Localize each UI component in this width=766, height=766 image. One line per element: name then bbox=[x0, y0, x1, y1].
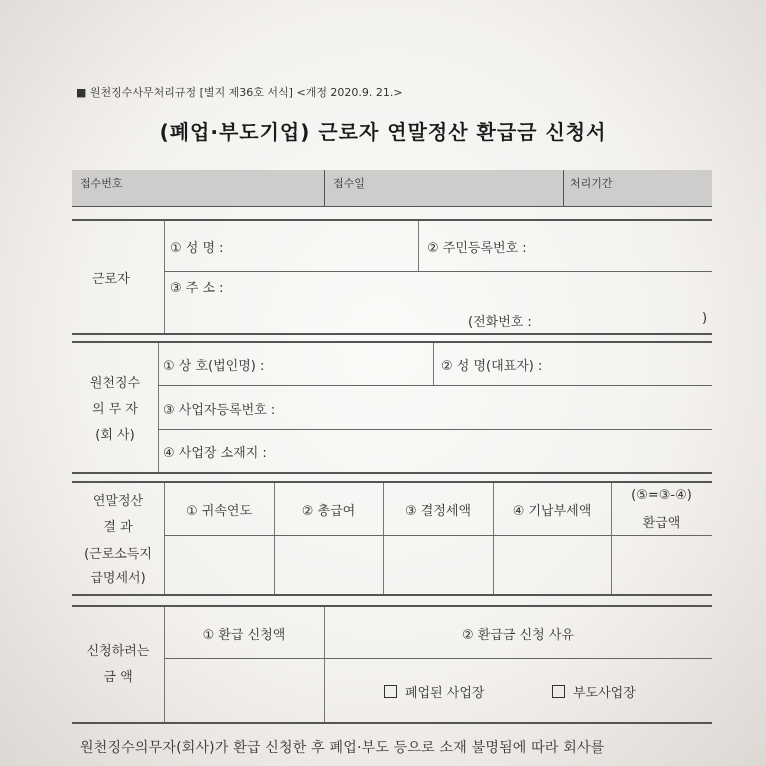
section-border bbox=[72, 341, 712, 343]
divider bbox=[158, 343, 159, 473]
divider bbox=[164, 535, 712, 536]
settlement-label-line3: (근로소득지 bbox=[84, 547, 152, 562]
section-border bbox=[72, 594, 712, 596]
section-border bbox=[72, 722, 712, 724]
refund-amount-input[interactable] bbox=[165, 660, 323, 721]
attribution-year-cell[interactable] bbox=[165, 537, 273, 593]
reason-option-bankrupt[interactable] bbox=[552, 682, 636, 701]
divider bbox=[158, 429, 712, 430]
settlement-label-line2: 결 과 bbox=[103, 520, 133, 535]
business-location-field[interactable]: ④ 사업장 소재지 : bbox=[163, 446, 267, 461]
prepaid-tax-header: ④ 기납부세액 bbox=[512, 504, 592, 519]
receipt-date-label: 접수일 bbox=[333, 177, 365, 190]
form-regulation-note: ■ 원천징수사무처리규정 [별지 제36호 서식] <개정 2020.9. 21.> bbox=[76, 86, 403, 99]
processing-period-label: 처리기간 bbox=[570, 177, 613, 190]
phone-close-paren: ) bbox=[702, 311, 708, 326]
section-border bbox=[72, 605, 712, 607]
refund-section-label-line1: 신청하려는 bbox=[86, 644, 150, 659]
divider bbox=[324, 170, 325, 207]
representative-name-field[interactable]: ② 성 명(대표자) : bbox=[441, 359, 543, 374]
refund-amount-cell[interactable] bbox=[612, 537, 711, 593]
divider bbox=[158, 385, 712, 386]
checkbox-icon[interactable] bbox=[384, 685, 397, 698]
divider bbox=[418, 221, 419, 271]
refund-reason-label: ② 환급금 신청 사유 bbox=[462, 628, 574, 643]
form-title: (폐업·부도기업) 근로자 연말정산 환급금 신청서 bbox=[159, 120, 607, 144]
total-salary-header: ② 총급여 bbox=[301, 504, 356, 519]
section-border bbox=[72, 481, 712, 483]
withholder-label-line3: (회 사) bbox=[95, 428, 135, 443]
footer-notice-text: 원천징수의무자(회사)가 환급 신청한 후 폐업·부도 등으로 소재 불명됨에 따라 회사를 bbox=[80, 740, 605, 756]
section-border bbox=[72, 219, 712, 221]
attribution-year-header: ① 귀속연도 bbox=[185, 504, 253, 519]
divider bbox=[164, 271, 712, 272]
reason-option-closed[interactable] bbox=[384, 682, 484, 701]
settlement-label-line4: 급명세서) bbox=[90, 571, 146, 586]
withholder-label-line1: 원천징수 bbox=[89, 376, 141, 391]
worker-rrn-field[interactable]: ② 주민등록번호 : bbox=[427, 241, 527, 256]
divider bbox=[563, 170, 564, 207]
divider bbox=[72, 206, 712, 207]
business-number-field[interactable]: ③ 사업자등록번호 : bbox=[163, 403, 276, 418]
divider bbox=[433, 343, 434, 385]
divider bbox=[164, 658, 712, 659]
determined-tax-header: ③ 결정세액 bbox=[404, 504, 472, 519]
checkbox-icon[interactable] bbox=[552, 685, 565, 698]
divider bbox=[164, 221, 165, 334]
reason-option-closed-label: 폐업된 사업장 bbox=[405, 686, 485, 701]
section-border bbox=[72, 472, 712, 474]
worker-phone-field[interactable]: (전화번호 : bbox=[468, 315, 532, 330]
refund-formula-header: (⑤=③-④) bbox=[631, 488, 692, 503]
receipt-bar bbox=[72, 170, 712, 207]
reason-option-bankrupt-label: 부도사업장 bbox=[573, 686, 636, 701]
worker-section-label: 근로자 bbox=[92, 272, 130, 287]
refund-amount-header: 환급액 bbox=[642, 516, 681, 531]
settlement-label-line1: 연말정산 bbox=[92, 494, 144, 509]
refund-section-label-line2: 금 액 bbox=[103, 670, 133, 685]
determined-tax-cell[interactable] bbox=[384, 537, 492, 593]
worker-address-field[interactable]: ③ 주 소 : bbox=[170, 281, 224, 296]
refund-amount-label: ① 환급 신청액 bbox=[202, 628, 286, 643]
total-salary-cell[interactable] bbox=[275, 537, 382, 593]
worker-name-field[interactable]: ① 성 명 : bbox=[170, 241, 224, 256]
receipt-number-label: 접수번호 bbox=[80, 177, 123, 190]
withholder-label-line2: 의 무 자 bbox=[92, 402, 138, 417]
section-border bbox=[72, 333, 712, 335]
prepaid-tax-cell[interactable] bbox=[494, 537, 610, 593]
company-name-field[interactable]: ① 상 호(법인명) : bbox=[163, 359, 265, 374]
